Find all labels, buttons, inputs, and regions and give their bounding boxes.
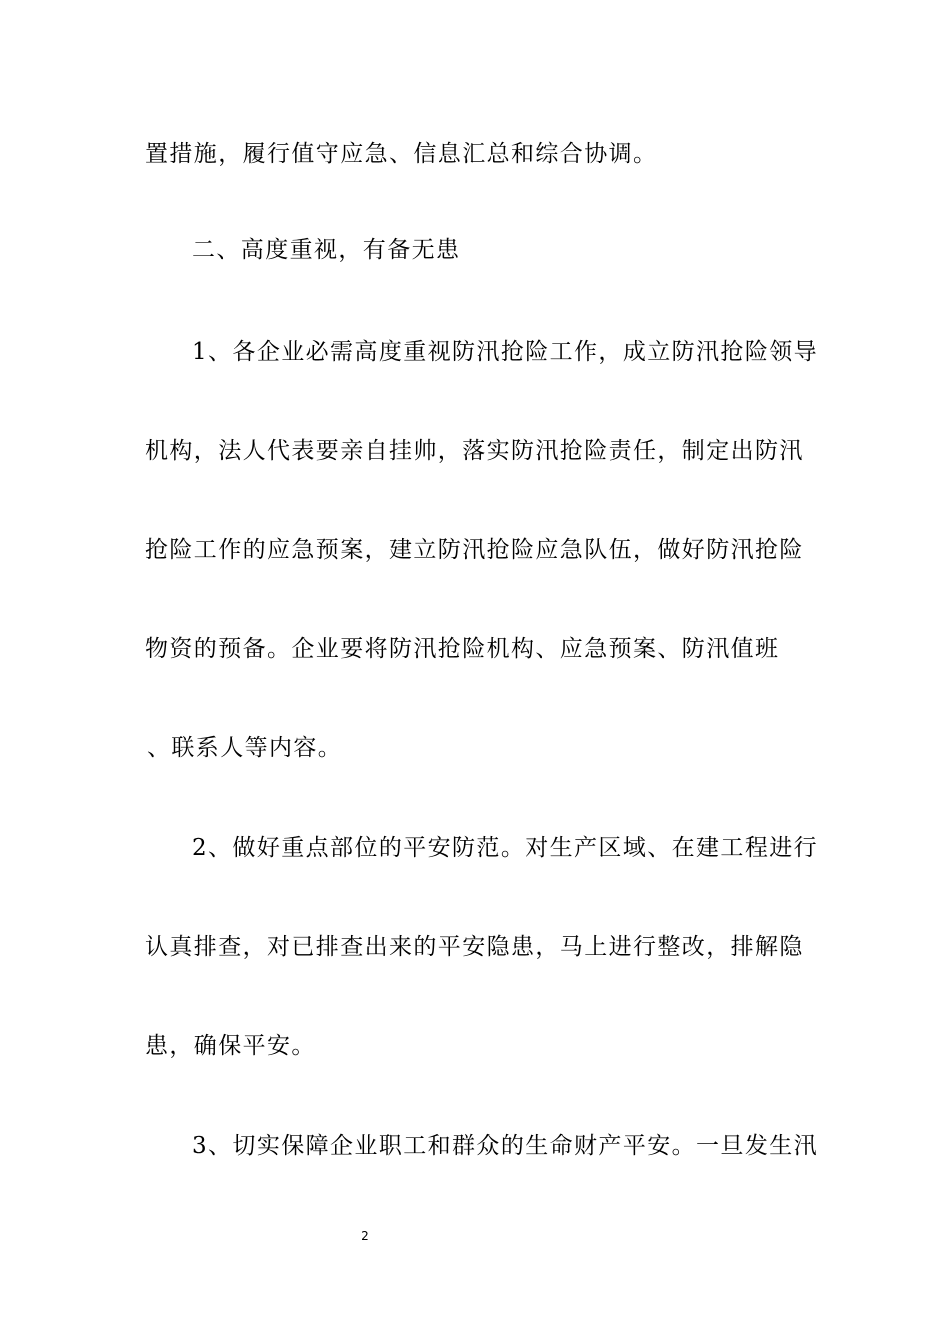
text-line-3: 1、各企业必需高度重视防汛抢险工作，成立防汛抢险领导	[192, 339, 819, 365]
text-line-1: 置措施，履行值守应急、信息汇总和综合协调。	[145, 141, 658, 167]
text-line-5: 抢险工作的应急预案，建立防汛抢险应急队伍，做好防汛抢险	[145, 537, 804, 563]
page-number: 2	[361, 1229, 369, 1243]
text-line-11: 3、切实保障企业职工和群众的生命财产平安。一旦发生汛	[192, 1133, 819, 1159]
text-line-10: 患，确保平安。	[145, 1033, 316, 1059]
text-line-4: 机构，法人代表要亲自挂帅，落实防汛抢险责任，制定出防汛	[145, 438, 804, 464]
section-heading-2: 二、高度重视，有备无患	[192, 237, 461, 263]
text-line-8: 2、做好重点部位的平安防范。对生产区域、在建工程进行	[192, 835, 819, 861]
text-line-9: 认真排查，对已排查出来的平安隐患，马上进行整改，排解隐	[145, 934, 804, 960]
text-line-7: 、联系人等内容。	[147, 735, 343, 761]
text-line-6: 物资的预备。企业要将防汛抢险机构、应急预案、防汛值班	[145, 636, 780, 662]
